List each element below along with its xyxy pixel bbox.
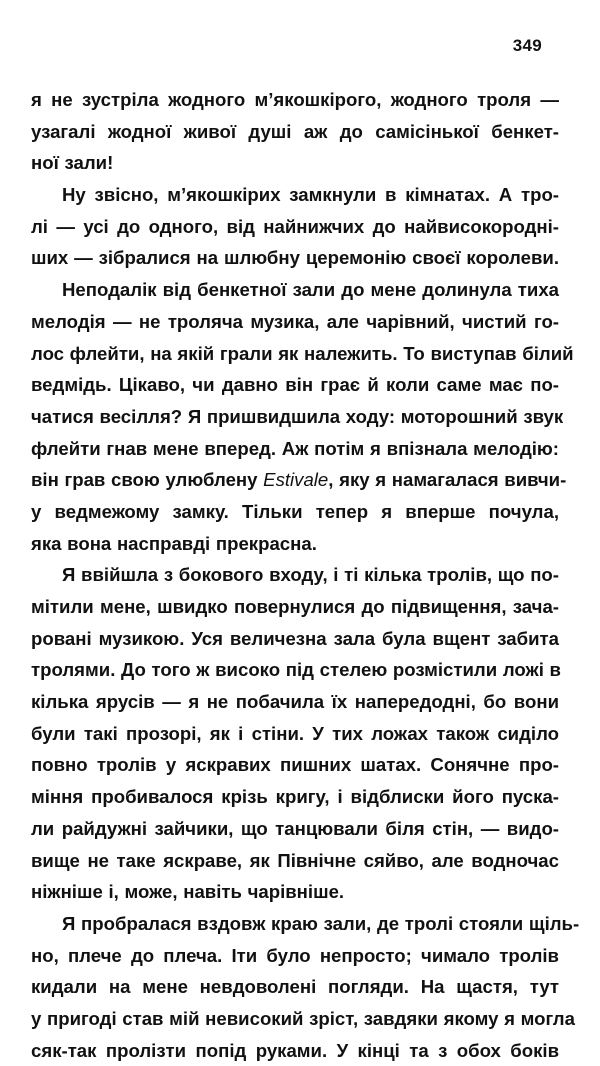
paragraph-1 [31, 84, 559, 179]
song-title-emphasis: Estivale [263, 469, 329, 491]
text-line: ших — зібралися на шлюбну церемонію своєї королеви. [31, 247, 559, 269]
text-line: тролями. До того ж високо під стелею розмістили ложі в [31, 659, 561, 681]
text-line: кидали на мене невдоволені погляди. На щастя, тут [31, 976, 559, 998]
text-line: Неподалік від бенкетної зали до мене долинула тиха [62, 279, 559, 301]
body-text [31, 84, 580, 1066]
text-line: сяк-так пролізти попід руками. У кінці та з обох боків [31, 1039, 559, 1061]
text-line: яка вона насправді прекрасна. [31, 532, 317, 554]
text-line: у ведмежому замку. Тільки тепер я вперше почула, [31, 500, 559, 522]
text-line: ли райдужні зайчики, що танцювали біля стін, — видо- [31, 817, 559, 839]
text-line: Я ввійшла з бокового входу, і ті кілька тролів, що по- [62, 564, 559, 586]
text-line: вище не таке яскраве, як Північне сяйво, але водночас [31, 849, 559, 871]
paragraph-4 [31, 559, 559, 908]
paragraph-3 [31, 274, 574, 559]
text-line: ної зали! [31, 152, 114, 174]
text-line: лос флейти, на якій грали як належить. То виступав білий [31, 342, 574, 364]
text-line-with-emphasis [31, 464, 567, 496]
text-line: у пригоді став мій невисокий зріст, завдяки якому я могла [31, 1007, 575, 1029]
page-number: 349 [512, 36, 542, 55]
text-line: мелодія — не троляча музика, але чарівний, чистий го- [31, 310, 559, 332]
text-line: ведмідь. Цікаво, чи давно він грає й коли саме має по- [31, 374, 559, 396]
text-line: повно тролів у яскравих пишних шатах. Сонячне про- [31, 754, 559, 776]
paragraph-2 [31, 179, 559, 274]
text-line: мітили мене, швидко повернулися до підвищення, зача- [31, 596, 559, 617]
text-line-start: він грав свою улюблену [31, 469, 264, 491]
text-line-end: , яку я намагалася вивчи- [328, 469, 567, 491]
text-line: ніжніше і, може, навіть чарівніше. [31, 881, 345, 903]
text-line: чатися весілля? Я пришвидшила ходу: моторошний звук [31, 405, 564, 427]
text-line: ровані музикою. Уся величезна зала була вщент забита [31, 627, 559, 649]
text-line: я не зустріла жодного м’якошкірого, жодного троля — [31, 89, 559, 110]
text-line: лі — усі до одного, від найнижчих до найвисокородні- [31, 215, 559, 237]
text-line: Я пробралася вздовж краю зали, де тролі стояли щіль- [62, 912, 580, 934]
text-line: були такі прозорі, як і стіни. У тих ложах також сиділо [31, 722, 559, 744]
text-line: узагалі жодної живої душі аж до самісінької бенкет- [31, 120, 559, 142]
text-line: Ну звісно, м’якошкірих замкнули в кімнатах. А тро- [62, 184, 559, 206]
text-line: но, плече до плеча. Іти було непросто; чимало тролів [31, 944, 559, 966]
text-line: кілька ярусів — я не побачила їх напередодні, бо вони [31, 691, 559, 713]
text-line: флейти гнав мене вперед. Аж потім я впізнала мелодію: [31, 437, 559, 459]
paragraph-5 [31, 908, 580, 1066]
text-line: міння пробивалося крізь кригу, і відблиски його пуска- [31, 786, 559, 808]
